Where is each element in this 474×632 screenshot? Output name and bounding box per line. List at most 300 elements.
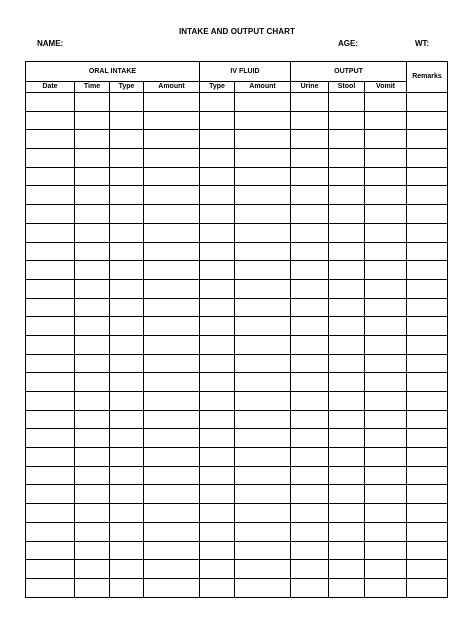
table-row (26, 149, 448, 168)
table-cell (110, 578, 144, 597)
table-row (26, 335, 448, 354)
col-date: Date (26, 82, 75, 93)
table-cell (75, 410, 110, 429)
table-cell (200, 466, 235, 485)
table-cell (144, 578, 200, 597)
table-cell (235, 242, 291, 261)
table-cell (26, 392, 75, 411)
table-cell (26, 429, 75, 448)
table-cell (365, 448, 407, 467)
table-cell (144, 130, 200, 149)
table-row (26, 392, 448, 411)
table-row (26, 223, 448, 242)
table-cell (75, 448, 110, 467)
table-cell (110, 541, 144, 560)
table-cell (110, 560, 144, 579)
table-cell (110, 504, 144, 523)
table-cell (26, 560, 75, 579)
table-cell (110, 522, 144, 541)
table-cell (26, 223, 75, 242)
chart-title: INTAKE AND OUTPUT CHART (178, 27, 296, 36)
table-cell (407, 354, 448, 373)
table-cell (291, 111, 329, 130)
table-cell (407, 93, 448, 112)
table-cell (407, 335, 448, 354)
table-cell (200, 504, 235, 523)
table-cell (200, 298, 235, 317)
table-cell (365, 560, 407, 579)
table-cell (26, 111, 75, 130)
table-cell (329, 578, 365, 597)
table-cell (144, 335, 200, 354)
table-cell (26, 167, 75, 186)
table-cell (329, 111, 365, 130)
table-cell (365, 261, 407, 280)
table-cell (110, 298, 144, 317)
table-cell (75, 279, 110, 298)
table-cell (291, 205, 329, 224)
table-row (26, 429, 448, 448)
table-row (26, 279, 448, 298)
table-cell (235, 392, 291, 411)
table-row (26, 298, 448, 317)
table-cell (75, 429, 110, 448)
table-cell (235, 298, 291, 317)
table-cell (75, 335, 110, 354)
table-row (26, 485, 448, 504)
table-cell (75, 317, 110, 336)
table-cell (200, 578, 235, 597)
table-cell (291, 93, 329, 112)
table-cell (407, 130, 448, 149)
table-cell (235, 541, 291, 560)
table-row (26, 466, 448, 485)
table-cell (291, 429, 329, 448)
table-cell (329, 410, 365, 429)
table-cell (235, 335, 291, 354)
table-cell (110, 111, 144, 130)
table-cell (75, 130, 110, 149)
table-row (26, 410, 448, 429)
table-cell (291, 335, 329, 354)
table-row (26, 317, 448, 336)
table-cell (75, 111, 110, 130)
table-cell (144, 373, 200, 392)
table-cell (291, 186, 329, 205)
table-cell (200, 429, 235, 448)
table-cell (144, 504, 200, 523)
table-cell (407, 578, 448, 597)
table-cell (200, 335, 235, 354)
table-cell (110, 261, 144, 280)
table-cell (110, 93, 144, 112)
table-cell (110, 354, 144, 373)
table-cell (291, 279, 329, 298)
col-stool: Stool (329, 82, 365, 93)
table-cell (144, 167, 200, 186)
table-cell (329, 205, 365, 224)
table-cell (200, 111, 235, 130)
table-cell (200, 261, 235, 280)
table-cell (110, 149, 144, 168)
table-cell (200, 242, 235, 261)
table-row (26, 205, 448, 224)
table-cell (365, 335, 407, 354)
table-cell (235, 485, 291, 504)
table-cell (75, 522, 110, 541)
table-cell (144, 410, 200, 429)
table-cell (235, 448, 291, 467)
table-cell (26, 298, 75, 317)
table-cell (365, 410, 407, 429)
table-cell (329, 130, 365, 149)
table-cell (291, 298, 329, 317)
table-cell (329, 504, 365, 523)
table-cell (407, 261, 448, 280)
table-cell (235, 522, 291, 541)
table-cell (407, 242, 448, 261)
col-oral-type: Type (110, 82, 144, 93)
table-cell (110, 466, 144, 485)
table-cell (75, 466, 110, 485)
table-cell (200, 205, 235, 224)
table-cell (200, 354, 235, 373)
table-cell (365, 298, 407, 317)
table-cell (291, 242, 329, 261)
table-cell (200, 130, 235, 149)
table-cell (200, 485, 235, 504)
table-cell (26, 317, 75, 336)
table-row (26, 541, 448, 560)
table-cell (144, 149, 200, 168)
oral-intake-header: ORAL INTAKE (26, 62, 200, 82)
table-cell (291, 167, 329, 186)
table-cell (235, 130, 291, 149)
table-cell (144, 242, 200, 261)
table-cell (365, 279, 407, 298)
table-cell (365, 485, 407, 504)
table-cell (200, 448, 235, 467)
table-cell (407, 373, 448, 392)
table-cell (144, 522, 200, 541)
table-row (26, 522, 448, 541)
table-cell (75, 373, 110, 392)
table-cell (110, 130, 144, 149)
table-cell (75, 298, 110, 317)
table-cell (365, 373, 407, 392)
table-cell (75, 223, 110, 242)
table-row (26, 167, 448, 186)
col-vomit: Vomit (365, 82, 407, 93)
col-oral-amount: Amount (144, 82, 200, 93)
wt-label: WT: (415, 39, 430, 48)
table-cell (110, 448, 144, 467)
table-cell (200, 392, 235, 411)
table-cell (291, 578, 329, 597)
table-cell (365, 578, 407, 597)
table-row (26, 93, 448, 112)
table-cell (365, 130, 407, 149)
table-cell (407, 429, 448, 448)
table-cell (144, 93, 200, 112)
table-row (26, 111, 448, 130)
column-header-row (26, 82, 448, 93)
table-cell (144, 261, 200, 280)
table-cell (235, 373, 291, 392)
table-cell (26, 466, 75, 485)
table-cell (200, 149, 235, 168)
table-cell (407, 485, 448, 504)
table-cell (407, 504, 448, 523)
table-cell (144, 186, 200, 205)
table-cell (365, 504, 407, 523)
table-cell (235, 429, 291, 448)
table-cell (291, 130, 329, 149)
table-cell (365, 429, 407, 448)
table-cell (235, 560, 291, 579)
table-cell (235, 578, 291, 597)
table-cell (365, 205, 407, 224)
table-cell (110, 410, 144, 429)
table-row (26, 504, 448, 523)
table-cell (235, 466, 291, 485)
table-cell (144, 205, 200, 224)
table-cell (110, 373, 144, 392)
table-cell (365, 167, 407, 186)
table-cell (329, 392, 365, 411)
table-cell (235, 149, 291, 168)
table-cell (110, 429, 144, 448)
table-cell (110, 317, 144, 336)
table-cell (235, 279, 291, 298)
table-cell (407, 448, 448, 467)
table-cell (407, 522, 448, 541)
table-cell (365, 111, 407, 130)
table-cell (26, 279, 75, 298)
table-cell (407, 560, 448, 579)
table-cell (75, 261, 110, 280)
table-cell (329, 448, 365, 467)
table-cell (407, 223, 448, 242)
table-cell (200, 373, 235, 392)
table-cell (235, 317, 291, 336)
table-cell (26, 205, 75, 224)
table-cell (26, 149, 75, 168)
table-cell (110, 335, 144, 354)
table-cell (26, 522, 75, 541)
table-cell (75, 354, 110, 373)
table-row (26, 560, 448, 579)
table-cell (291, 541, 329, 560)
table-cell (75, 242, 110, 261)
table-cell (75, 504, 110, 523)
table-cell (235, 167, 291, 186)
table-cell (110, 167, 144, 186)
table-cell (329, 223, 365, 242)
table-cell (291, 522, 329, 541)
table-cell (291, 373, 329, 392)
table-cell (75, 205, 110, 224)
table-cell (291, 392, 329, 411)
table-cell (365, 223, 407, 242)
table-row (26, 578, 448, 597)
table-cell (291, 560, 329, 579)
intake-output-table (25, 61, 448, 598)
table-cell (144, 392, 200, 411)
col-iv-amount: Amount (235, 82, 291, 93)
table-cell (200, 167, 235, 186)
table-cell (365, 522, 407, 541)
col-time: Time (75, 82, 110, 93)
table-cell (407, 279, 448, 298)
table-cell (329, 541, 365, 560)
table-cell (200, 279, 235, 298)
table-cell (75, 541, 110, 560)
output-header: OUTPUT (291, 62, 407, 82)
table-row (26, 242, 448, 261)
table-cell (235, 205, 291, 224)
table-cell (200, 93, 235, 112)
table-cell (329, 93, 365, 112)
table-cell (407, 149, 448, 168)
table-cell (75, 93, 110, 112)
table-cell (329, 429, 365, 448)
table-cell (329, 261, 365, 280)
table-cell (365, 392, 407, 411)
table-cell (75, 186, 110, 205)
table-cell (235, 93, 291, 112)
remarks-header: Remarks (407, 62, 448, 93)
table-cell (291, 448, 329, 467)
table-cell (200, 541, 235, 560)
table-cell (26, 93, 75, 112)
table-cell (26, 130, 75, 149)
table-cell (291, 354, 329, 373)
table-cell (329, 522, 365, 541)
table-cell (75, 485, 110, 504)
table-cell (365, 186, 407, 205)
table-cell (75, 149, 110, 168)
table-cell (291, 317, 329, 336)
table-cell (407, 466, 448, 485)
table-cell (26, 504, 75, 523)
table-cell (200, 410, 235, 429)
table-cell (26, 261, 75, 280)
table-row (26, 130, 448, 149)
table-cell (329, 560, 365, 579)
table-cell (365, 149, 407, 168)
table-cell (144, 560, 200, 579)
table-cell (407, 392, 448, 411)
table-cell (26, 242, 75, 261)
table-cell (110, 223, 144, 242)
table-cell (407, 410, 448, 429)
table-cell (407, 186, 448, 205)
table-cell (26, 335, 75, 354)
table-cell (407, 317, 448, 336)
table-cell (110, 485, 144, 504)
table-cell (26, 578, 75, 597)
table-cell (291, 223, 329, 242)
table-cell (329, 335, 365, 354)
table-cell (144, 223, 200, 242)
col-urine: Urine (291, 82, 329, 93)
table-cell (110, 392, 144, 411)
table-cell (144, 429, 200, 448)
table-cell (329, 466, 365, 485)
table-cell (365, 354, 407, 373)
table-cell (329, 298, 365, 317)
name-label: NAME: (37, 39, 64, 48)
table-cell (75, 167, 110, 186)
table-cell (407, 205, 448, 224)
table-cell (75, 392, 110, 411)
table-body (26, 93, 448, 598)
table-row (26, 373, 448, 392)
col-iv-type: Type (200, 82, 235, 93)
table-cell (329, 485, 365, 504)
table-cell (329, 279, 365, 298)
table-cell (26, 448, 75, 467)
table-cell (26, 373, 75, 392)
table-cell (329, 354, 365, 373)
table-cell (329, 186, 365, 205)
table-cell (110, 279, 144, 298)
table-cell (235, 354, 291, 373)
table-cell (144, 298, 200, 317)
table-cell (291, 504, 329, 523)
table-cell (110, 205, 144, 224)
table-cell (144, 448, 200, 467)
table-cell (200, 522, 235, 541)
table-row (26, 261, 448, 280)
table-cell (235, 261, 291, 280)
table-cell (200, 223, 235, 242)
table-cell (291, 485, 329, 504)
table-cell (235, 111, 291, 130)
table-cell (144, 466, 200, 485)
table-cell (329, 167, 365, 186)
table-cell (75, 578, 110, 597)
table-cell (407, 167, 448, 186)
table-cell (407, 541, 448, 560)
table-cell (235, 186, 291, 205)
table-cell (26, 485, 75, 504)
table-cell (200, 560, 235, 579)
table-cell (291, 410, 329, 429)
table-cell (235, 410, 291, 429)
table-cell (291, 466, 329, 485)
table-cell (329, 242, 365, 261)
table-cell (235, 223, 291, 242)
table-cell (144, 279, 200, 298)
table-cell (365, 541, 407, 560)
table-row (26, 186, 448, 205)
table-cell (26, 354, 75, 373)
table-cell (200, 317, 235, 336)
table-cell (144, 541, 200, 560)
table-cell (110, 186, 144, 205)
iv-fluid-header: IV FLUID (200, 62, 291, 82)
table-cell (144, 485, 200, 504)
table-cell (26, 186, 75, 205)
table-cell (291, 149, 329, 168)
table-cell (407, 111, 448, 130)
table-cell (144, 111, 200, 130)
table-cell (26, 541, 75, 560)
table-cell (365, 317, 407, 336)
group-header-row (26, 62, 448, 82)
